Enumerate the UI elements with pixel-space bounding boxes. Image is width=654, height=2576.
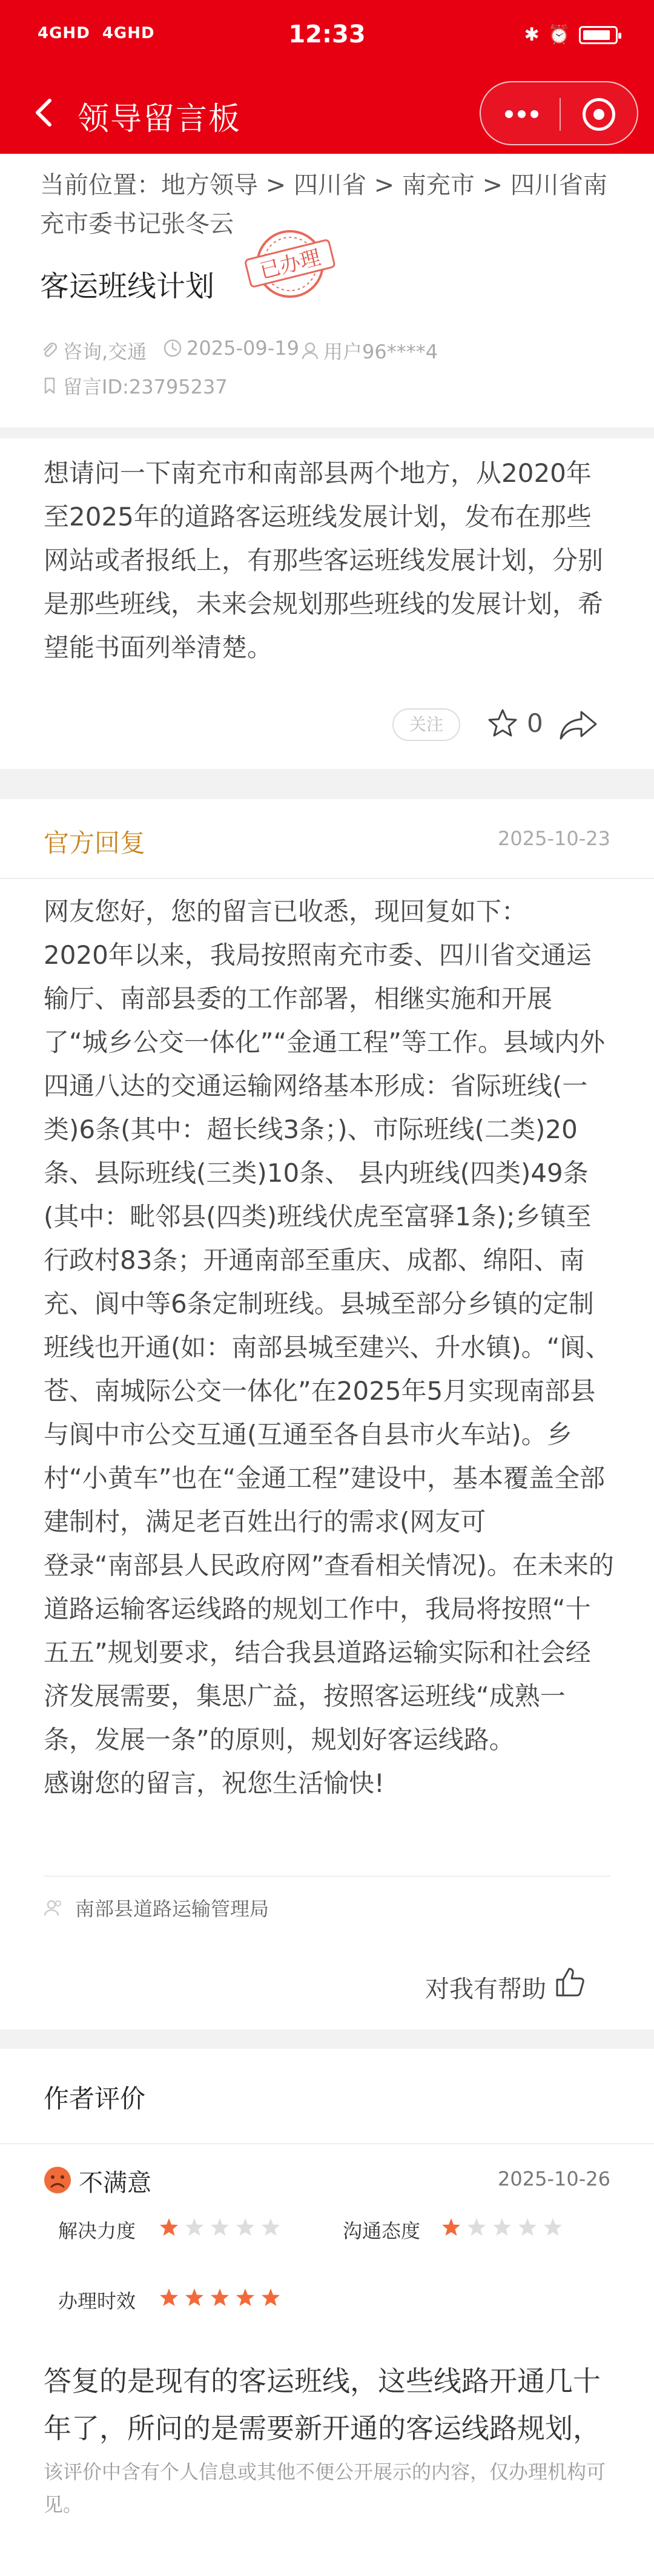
- rating-stars: [441, 2217, 563, 2238]
- reply-date: 2025-10-23: [498, 827, 610, 850]
- share-icon[interactable]: [558, 708, 600, 742]
- star-empty-icon: [466, 2217, 487, 2238]
- date-text: 2025-09-19: [187, 337, 299, 360]
- evaluation-mood: 不满意: [79, 2169, 151, 2197]
- star-filled-icon: [159, 2287, 179, 2308]
- user-text: 用户96****4: [323, 340, 438, 363]
- rating-label: 解决力度: [58, 2219, 136, 2242]
- star-like-icon[interactable]: [486, 707, 520, 741]
- meta-category: [40, 337, 147, 364]
- mini-program-capsule: [480, 81, 638, 145]
- divider: [44, 1876, 610, 1877]
- rating-label: 办理时效: [58, 2290, 136, 2313]
- back-arrow-icon[interactable]: [27, 94, 63, 131]
- like-count: 0: [527, 708, 543, 738]
- capsule-divider: [560, 98, 561, 131]
- department-user-icon: [44, 1897, 64, 1918]
- rating-stars: [159, 2217, 281, 2238]
- star-empty-icon: [492, 2217, 512, 2238]
- reply-paragraph: 登录“南部县人民政府网”查看相关情况)。在未来的道路运输客运线路的规划工作中，我局将按照“十五五”规划要求，结合我县道路运输实际和社会经济发展需要，集思广益，按照客运班线“成熟一条，发展一条”的原则，规划好客运线路。: [44, 1550, 614, 1754]
- message-id-text: 留言ID:23795237: [63, 375, 228, 398]
- paperclip-icon: [40, 341, 59, 360]
- message-title: 客运班线计划: [40, 269, 215, 303]
- message-content-card: [0, 438, 654, 769]
- reply-paragraph: 2020年以来，我局按照南充市委、四川省交通运输厅、南部县委的工作部署，相继实施和开展了“城乡公交一体化”“金通工程”等工作。县域内外四通八达的交通运输网络基本形成：省际班线(一类)6条(其中：超长线3条；)、市际班线(二类)20条、县际班线(三类)10条、 县内班线(四类)49条(其中：毗邻县(四类)班线伏虎至富驿1条);乡镇至行政村83条；开通南部至重庆、成都、绵阳、南充、阆中等6条定制班线。县城至部分乡镇的定制班线也开通(如：南部县城至建兴、升水镇)。“阆、苍、南城际公交一体化”在2025年5月实现南部县与阆中市公交互通(互通至各自县市火车站)。乡村“小黄车”也在“金通工程”建设中，基本覆盖全部建制村，满足老百姓出行的需求(网友可: [44, 940, 611, 1537]
- user-icon: [300, 341, 320, 360]
- evaluation-date: 2025-10-26: [498, 2167, 610, 2190]
- official-reply-label: 官方回复: [44, 828, 146, 858]
- reply-paragraph: 感谢您的留言，祝您生活愉快!: [44, 1768, 385, 1798]
- category-text: 咨询,交通: [63, 340, 147, 363]
- follow-button[interactable]: 关注: [392, 708, 460, 741]
- processed-stamp: [241, 225, 339, 303]
- star-filled-icon: [441, 2217, 461, 2238]
- star-empty-icon: [235, 2217, 256, 2238]
- page-title: 领导留言板: [78, 101, 242, 137]
- more-menu-icon[interactable]: [505, 110, 539, 119]
- evaluation-note: 该评价中含有个人信息或其他不便公开展示的内容，仅办理机构可见。: [44, 2460, 606, 2516]
- signal-1: 4GHD: [38, 24, 90, 42]
- close-mini-program-icon[interactable]: [583, 98, 615, 131]
- bookmark-icon: [40, 376, 59, 395]
- nav-bar: [0, 71, 654, 154]
- star-filled-icon: [210, 2287, 230, 2308]
- meta-date: [162, 337, 299, 360]
- department-name: 南部县道路运输管理局: [75, 1897, 269, 1920]
- rating-label: 沟通态度: [343, 2219, 421, 2242]
- evaluation-comment: 答复的是现有的客运班线，这些线路开通几十年了，所问的是需要新开通的客运线路规划，: [44, 2365, 601, 2445]
- meta-user: [300, 337, 438, 364]
- official-reply-card: [0, 799, 654, 2029]
- star-filled-icon: [235, 2287, 256, 2308]
- divider: [0, 2143, 654, 2144]
- sad-face-icon: [44, 2166, 71, 2194]
- star-empty-icon: [517, 2217, 538, 2238]
- helpful-label[interactable]: 对我有帮助: [425, 1975, 546, 2003]
- star-filled-icon: [184, 2287, 205, 2308]
- star-empty-icon: [210, 2217, 230, 2238]
- breadcrumb: 当前位置：地方领导 > 四川省 > 南充市 > 四川省南充市委书记张冬云: [40, 171, 607, 238]
- thumbs-up-icon[interactable]: [553, 1965, 587, 1999]
- rating-stars: [159, 2287, 281, 2308]
- clock-icon: [162, 338, 183, 358]
- alarm-icon: ⏰: [547, 24, 570, 45]
- star-filled-icon: [159, 2217, 179, 2238]
- message-body: 想请问一下南充市和南部县两个地方，从2020年至2025年的道路客运班线发展计划，发布在那些网站或者报纸上，有那些客运班线发展计划，分别是那些班线，未来会规划那些班线的发展计划，希望能书面列举清楚。: [44, 458, 604, 662]
- battery-icon: [579, 26, 618, 44]
- star-empty-icon: [184, 2217, 205, 2238]
- status-icons: [524, 24, 618, 45]
- divider: [0, 878, 654, 879]
- evaluation-title: 作者评价: [44, 2084, 146, 2113]
- clock: 12:33: [288, 21, 366, 48]
- star-empty-icon: [543, 2217, 563, 2238]
- author-evaluation-card: [0, 2049, 654, 2576]
- bluetooth-icon: ✱: [524, 24, 540, 45]
- reply-department: [44, 1894, 269, 1922]
- status-bar: [0, 0, 654, 71]
- meta-message-id: [40, 372, 228, 400]
- reply-body: [44, 890, 615, 1805]
- reply-paragraph: 网友您好，您的留言已收悉，现回复如下：: [44, 897, 527, 926]
- signal-2: 4GHD: [102, 24, 155, 42]
- star-empty-icon: [260, 2217, 281, 2238]
- stamp-text: 已办理: [257, 245, 323, 284]
- star-filled-icon: [260, 2287, 281, 2308]
